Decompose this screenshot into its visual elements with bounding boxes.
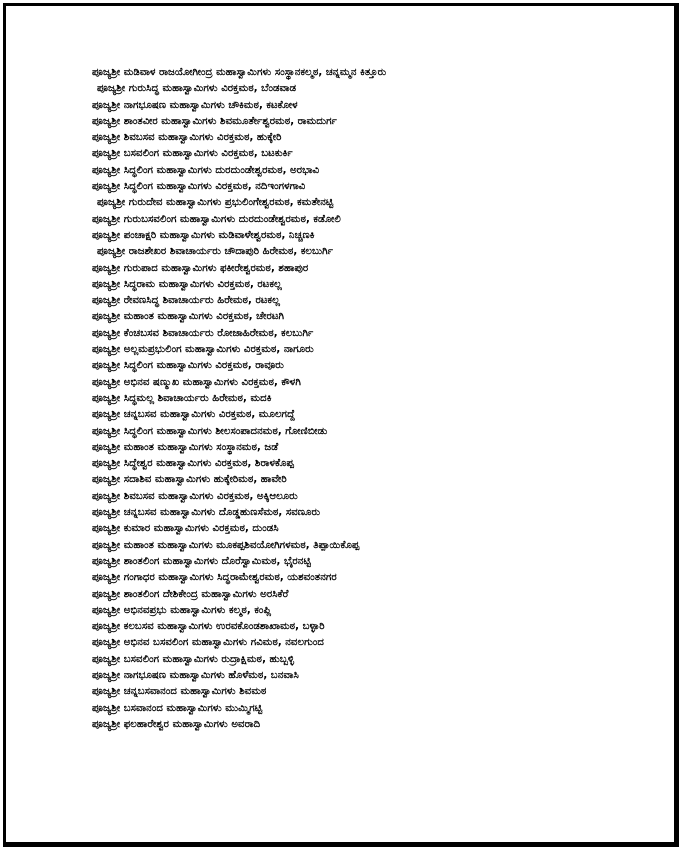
list-item: ಪೂಜ್ಯಶ್ರೀ ಸಿದ್ಧಮಲ್ಲ ಶಿವಾಚಾರ್ಯರು ಹಿರೇಮಠ, ಮದಕಿ [92,392,272,404]
list-item: ಪೂಜ್ಯಶ್ರೀ ಶಿವಬಸವ ಮಹಾಸ್ವಾಮಿಗಳು ವಿರಕ್ತಮಠ, ಹುಕ್ಕೇರಿ [92,132,282,144]
list-item: ಪೂಜ್ಯಶ್ರೀ ಅಭಿನವಪ್ರಭು ಮಹಾಸ್ವಾಮಿಗಳು ಕಲ್ಮಠ, ಕಂಪ್ಲಿ [92,604,272,616]
list-item: ಪೂಜ್ಯಶ್ರೀ ನಾಗಭೂಷಣ ಮಹಾಸ್ವಾಮಿಗಳು ಚೌಕಿಮಠ, ಕಟಕೋಳ [92,99,298,111]
list-item: ಪೂಜ್ಯಶ್ರೀ ಗುರುಪಾದ ಮಹಾಸ್ವಾಮಿಗಳು ಫಕೀರೇಶ್ವರಮಠ, ಶಹಾಪುರ [92,262,309,274]
list-item: ಪೂಜ್ಯಶ್ರೀ ಶಾಂತವೀರ ಮಹಾಸ್ವಾಮಿಗಳು ಶಿವಮೂರ್ತೇಶ್ವರಮಠ, ರಾಮದುರ್ಗ [92,115,337,127]
list-item: ಪೂಜ್ಯಶ್ರೀ ಚನ್ನಬಸವ ಮಹಾಸ್ವಾಮಿಗಳು ವಿರಕ್ತಮಠ, ಮೂಲಗದ್ದೆ [92,409,295,421]
list-item: ಪೂಜ್ಯಶ್ರೀ ಕೆಂಚಬಸವ ಶಿವಾಚಾರ್ಯರು ರೋಜಾಹಿರೇಮಠ, ಕಲಬುರ್ಗಿ [92,327,314,339]
list-item: ಪೂಜ್ಯಶ್ರೀ ಬಸವಲಿಂಗ ಮಹಾಸ್ವಾಮಿಗಳು ವಿರಕ್ತಮಠ, ಬಟಕುರ್ಕಿ [92,148,293,160]
list-item: ಪೂಜ್ಯಶ್ರೀ ಅಭಿನವ ಷಣ್ಮುಖ ಮಹಾಸ್ವಾಮಿಗಳು ವಿರಕ್ತಮಠ, ಕೌಳಗಿ [92,376,301,388]
list-item: ಪೂಜ್ಯಶ್ರೀ ಸದಾಶಿವ ಮಹಾಸ್ವಾಮಿಗಳು ಹುಕ್ಕೇರಿಮಠ, ಹಾವೇರಿ [92,474,287,486]
list-item: ಪೂಜ್ಯಶ್ರೀ ಗುರುಸಿದ್ಧ ಮಹಾಸ್ವಾಮಿಗಳು ವಿರಕ್ತಮಠ, ಬೆಂಡವಾಡ [97,83,297,95]
list-item: ಪೂಜ್ಯಶ್ರೀ ಗಂಗಾಧರ ಮಹಾಸ್ವಾಮಿಗಳು ಸಿದ್ಧರಾಮೇಶ್ವರಮಠ, ಯಶವಂತನಗರ [92,572,337,584]
list-item: ಪೂಜ್ಯಶ್ರೀ ಕಲಬಸವ ಮಹಾಸ್ವಾಮಿಗಳು ಉರವಕೊಂಡಶಾಖಾಮಠ, ಬಳ್ಳಾರಿ [92,621,325,633]
list-item: ಪೂಜ್ಯಶ್ರೀ ಸಿದ್ಧಲಿಂಗ ಮಹಾಸ್ವಾಮಿಗಳು ದುರದುಂಡೇಶ್ವರಮಠ, ಅರಭಾವಿ [92,164,320,176]
list-item: ಪೂಜ್ಯಶ್ರೀ ಶಿವಬಸವ ಮಹಾಸ್ವಾಮಿಗಳು ವಿರಕ್ತಮಠ, ಅಕ್ಕಿಆಲೂರು [92,490,298,502]
list-item: ಪೂಜ್ಯಶ್ರೀ ಸಿದ್ಧಲಿಂಗ ಮಹಾಸ್ವಾಮಿಗಳು ಶೀಲಸಂಪಾದನಮಠ, ಗೋಣಿಬೀಡು [92,425,328,437]
list-item: ಪೂಜ್ಯಶ್ರೀ ಪಂಚಾಕ್ಷರಿ ಮಹಾಸ್ವಾಮಿಗಳು ಮಡಿವಾಳೇಶ್ವರಮಠ, ನಿಚ್ಚಣಕಿ [92,229,315,241]
list-item: ಪೂಜ್ಯಶ್ರೀ ಚನ್ನಬಸವ ಮಹಾಸ್ವಾಮಿಗಳು ದೊಡ್ಡಹುಣಸೆಮಠ, ಸವಣೂರು [92,507,321,519]
list-item: ಪೂಜ್ಯಶ್ರೀ ರೇವಣಸಿದ್ಧ ಶಿವಾಚಾರ್ಯರು ಹಿರೇಮಠ, ರಟಕಲ್ಲ [92,295,280,307]
list-item: ಪೂಜ್ಯಶ್ರೀ ಬಸವಾನಂದ ಮಹಾಸ್ವಾಮಿಗಳು ಮುಮ್ಮಿಗಟ್ಟಿ [92,702,263,714]
list-item: ಪೂಜ್ಯಶ್ರೀ ಸಿದ್ಧೇಶ್ವರ ಮಹಾಸ್ವಾಮಿಗಳು ವಿರಕ್ತಮಠ, ಶಿರಾಳಕೊಪ್ಪ [92,458,294,470]
list-item: ಪೂಜ್ಯಶ್ರೀ ಬಸವಲಿಂಗ ಮಹಾಸ್ವಾಮಿಗಳು ರುದ್ರಾಕ್ಷಿಮಠ, ಹುಬ್ಬಳ್ಳಿ [92,653,295,665]
list-item: ಪೂಜ್ಯಶ್ರೀ ಗುರುದೇವ ಮಹಾಸ್ವಾಮಿಗಳು ಪ್ರಭುಲಿಂಗೇಶ್ವರಮಠ, ಕಮತೇನಟ್ಟಿ [97,197,334,209]
list-item: ಪೂಜ್ಯಶ್ರೀ ಮಹಾಂತ ಮಹಾಸ್ವಾಮಿಗಳು ಮೂಕಪ್ಪಶಿವಯೋಗಿಗಳಮಠ, ತಿಪ್ಪಾಯಿಕೊಪ್ಪ [92,539,360,551]
list-item: ಪೂಜ್ಯಶ್ರೀ ಮಹಾಂತ ಮಹಾಸ್ವಾಮಿಗಳು ವಿರಕ್ತಮಠ, ಚೇರಟಗಿ [92,311,285,323]
list-item: ಪೂಜ್ಯಶ್ರೀ ಸಿದ್ಧರಾಮ ಮಹಾಸ್ವಾಮಿಗಳು ವಿರಕ್ತಮಠ, ರಟಕಲ್ಲ [92,278,282,290]
list-item: ಪೂಜ್ಯಶ್ರೀ ಶಾಂತಲಿಂಗ ದೇಶಿಕೇಂದ್ರ ಮಹಾಸ್ವಾಮಿಗಳು ಅರಸಿಕೆರೆ [92,588,289,600]
list-item: ಪೂಜ್ಯಶ್ರೀ ಅಲ್ಲಮಪ್ರಭುಲಿಂಗ ಮಹಾಸ್ವಾಮಿಗಳು ವಿರಕ್ತಮಠ, ನಾಗೂರು [92,344,314,356]
list-item: ಪೂಜ್ಯಶ್ರೀ ಸಿದ್ಧಲಿಂಗ ಮಹಾಸ್ವಾಮಿಗಳು ವಿರಕ್ತಮಠ, ನದಿಇಂಗಳಗಾವಿ [92,181,306,193]
list-item: ಪೂಜ್ಯಶ್ರೀ ಗುರುಬಸವಲಿಂಗ ಮಹಾಸ್ವಾಮಿಗಳು ದುರದುಂಡೇಶ್ವರಮಠ, ಕಡೋಲಿ [92,213,341,225]
list-item: ಪೂಜ್ಯಶ್ರೀ ಮಡಿವಾಳ ರಾಜಯೋಗೀಂದ್ರ ಮಹಾಸ್ವಾಮಿಗಳು ಸಂಸ್ಥಾನಕಲ್ಮಠ, ಚನ್ನಮ್ಮನ ಕಿತ್ತೂರು [92,67,387,78]
list-item: ಪೂಜ್ಯಶ್ರೀ ಸಿದ್ಧಲಿಂಗ ಮಹಾಸ್ವಾಮಿಗಳು ವಿರಕ್ತಮಠ, ರಾವೂರು [92,360,284,372]
list-item: ಪೂಜ್ಯಶ್ರೀ ರಾಜಶೇಖರ ಶಿವಾಚಾರ್ಯರು ಚೌದಾಪುರಿ ಹಿರೇಮಠ, ಕಲಬುರ್ಗಿ [97,246,334,258]
list-item: ಪೂಜ್ಯಶ್ರೀ ಅಭಿನವ ಬಸವಲಿಂಗ ಮಹಾಸ್ವಾಮಿಗಳು ಗವಿಮಠ, ನವಲಗುಂದ [92,637,324,649]
list-item: ಪೂಜ್ಯಶ್ರೀ ಶಾಂತಲಿಂಗ ಮಹಾಸ್ವಾಮಿಗಳು ದೊರೆಸ್ವಾಮಿಮಠ, ಭೈರನಟ್ಟಿ [92,555,311,567]
list-item: ಪೂಜ್ಯಶ್ರೀ ಫಲಹಾರೇಶ್ವರ ಮಹಾಸ್ವಾಮಿಗಳು ಅವರಾದಿ [92,718,261,730]
list-item: ಪೂಜ್ಯಶ್ರೀ ಕುಮಾರ ಮಹಾಸ್ವಾಮಿಗಳು ವಿರಕ್ತಮಠ, ದುಂಡಸಿ [92,523,279,535]
list-item: ಪೂಜ್ಯಶ್ರೀ ಮಹಾಂತ ಮಹಾಸ್ವಾಮಿಗಳು ಸಂಸ್ಥಾನಮಠ, ಜಡೆ [92,441,279,453]
list-item: ಪೂಜ್ಯಶ್ರೀ ಚನ್ನಬಸವಾನಂದ ಮಹಾಸ್ವಾಮಿಗಳು ಶಿವಮಠ [92,686,267,698]
list-item: ಪೂಜ್ಯಶ್ರೀ ನಾಗಭೂಷಣ ಮಹಾಸ್ವಾಮಿಗಳು ಹೊಳೆಮಠ, ಬನವಾಸಿ [92,669,299,681]
swamiji-list [92,65,662,733]
